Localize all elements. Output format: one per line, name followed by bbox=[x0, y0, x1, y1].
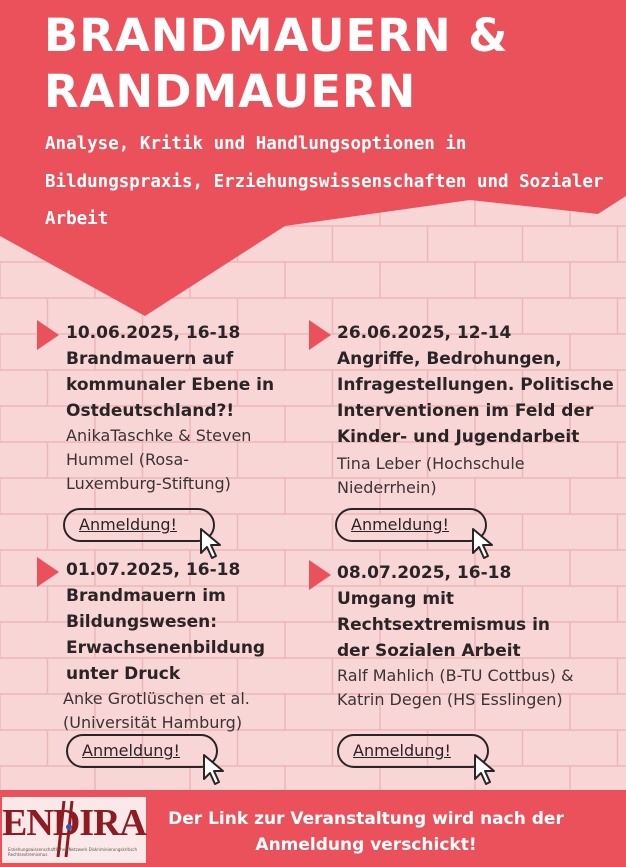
pointer-cursor-icon bbox=[472, 753, 500, 787]
pointer-cursor-icon bbox=[198, 527, 226, 561]
pointer-cursor-icon bbox=[201, 753, 229, 787]
register-button-event-4[interactable] bbox=[337, 734, 489, 768]
register-button-label: Anmeldung! bbox=[353, 741, 451, 760]
event-marker-icon bbox=[309, 320, 331, 350]
register-button-event-2[interactable] bbox=[335, 508, 487, 542]
event-speakers: Anke Grotlüschen et al. (Universität Hamburg) bbox=[63, 689, 250, 732]
event-marker-icon bbox=[37, 557, 59, 587]
event-1 bbox=[66, 320, 281, 496]
register-button-label: Anmeldung! bbox=[351, 515, 449, 534]
event-3 bbox=[63, 557, 271, 735]
event-4 bbox=[337, 560, 607, 712]
register-button-label: Anmeldung! bbox=[79, 515, 177, 534]
page-title-line-1: BRANDMAUERN & bbox=[44, 9, 509, 62]
event-2 bbox=[337, 320, 615, 500]
event-title: Brandmauern auf kommunaler Ebene in Ostdeutschland?! bbox=[66, 349, 275, 421]
event-speakers: Tina Leber (Hochschule Niederrhein) bbox=[337, 454, 525, 497]
event-speakers: AnikaTaschke & Steven Hummel (Rosa-Luxemburg-Stiftung) bbox=[66, 426, 252, 493]
register-button-event-1[interactable] bbox=[63, 508, 215, 542]
page-subtitle: Analyse, Kritik und Handlungsoptionen in Bildungspraxis, Erziehungswissenschaften und Sozialer Arbeit bbox=[45, 134, 604, 229]
event-date: 01.07.2025, 16-18 bbox=[66, 560, 241, 580]
event-title: Brandmauern im Bildungswesen: Erwachsenenbildung unter Druck bbox=[66, 586, 266, 684]
logo-text: ENDIRA bbox=[2, 802, 146, 844]
endira-logo bbox=[2, 797, 146, 863]
register-button-label: Anmeldung! bbox=[82, 741, 180, 760]
event-date: 10.06.2025, 16-18 bbox=[66, 323, 241, 343]
registration-notice: Der Link zur Veranstaltung wird nach der Anmeldung verschickt! bbox=[168, 809, 564, 855]
event-date: 26.06.2025, 12-14 bbox=[337, 323, 512, 343]
logo-subtext: Erziehungswissenschaftliches Netzwerk Diskriminierungskritisch Rechtsextremismus bbox=[8, 847, 138, 857]
event-speakers: Ralf Mahlich (B-TU Cottbus) & Katrin Degen (HS Esslingen) bbox=[337, 666, 574, 709]
page-title-line-2: RANDMAUERN bbox=[44, 65, 417, 118]
event-title: Angriffe, Bedrohungen, Infragestellungen. Politische Interventionen im Feld der Kinder- und Jugendarbeit bbox=[337, 349, 614, 447]
event-marker-icon bbox=[309, 560, 331, 590]
event-marker-icon bbox=[37, 320, 59, 350]
pointer-cursor-icon bbox=[470, 527, 498, 561]
register-button-event-3[interactable] bbox=[66, 734, 218, 768]
event-title: Umgang mit Rechtsextremismus in der Sozialen Arbeit bbox=[337, 589, 551, 661]
event-date: 08.07.2025, 16-18 bbox=[337, 563, 512, 583]
